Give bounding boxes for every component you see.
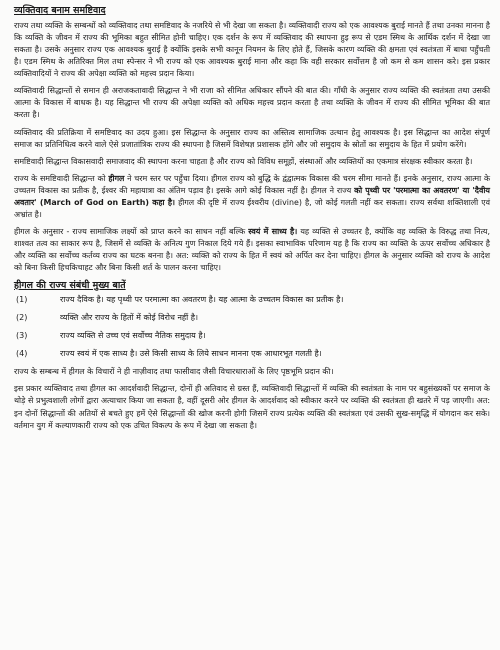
text-run: ने चरम स्तर पर पहुँचा दिया। हीगल राज्य को बुद्धि के द्वंद्वात्मक विकास की चरम सीमा मानते हैं। इनके अनुसार, राज्य आत्मा के उच्चतम विकास का प्रतीक है, ईश्वर की महायात्रा का अंतिम पड़ाव है। इसके आगे कोई विकास नहीं है। हीगल ने राज्य bbox=[14, 173, 490, 195]
list-item-text: राज्य स्वयं में एक साध्य है। उसे किसी साध्य के लिये साधन मानना एक आधारभूत गलती है। bbox=[60, 349, 322, 359]
section-title-individualism-vs-collectivism: व्यक्तिवाद बनाम समष्टिवाद bbox=[14, 5, 106, 16]
paragraph-individualism: राज्य तथा व्यक्ति के सम्बन्धों को व्यक्तिवाद तथा समष्टिवाद के नजरिये से भी देखा जा सकता है। व्यक्तिवादी राज्य को एक आवश्यक बुराई मानते हैं तथा उनका मानना है कि व्यक्ति के जीवन में राज्य की भूमिका बहुत सीमित होनी चाहिए। एक दर्शन के रूप में व्यक्तिवाद की स्थापना हुइ रूप से एडम स्मिथ के आर्थिक दर्शन में देखा जा सकता है। उसके अनुसार राज्य एक आवश्यक बुराई है क्योंकि इसके सभी कानून नियमन के लिए होते हैं, जिसके कारण व्यक्ति की क्षमता एवं स्वतंत्रता में बाधा पहुँचती है। एडम स्मिथ के अतिरिक्त मिल तथा स्पेन्सर ने भी राज्य को एक आवश्यक बुराई माना और कहा कि वही सरकार सर्वोत्तम है जो कम से कम शासन करे। इस प्रकार व्यक्तिवादियों ने राज्य की अपेक्षा व्यक्ति को महत्त्व प्रदान किया। bbox=[14, 20, 490, 79]
list-item bbox=[14, 294, 490, 306]
paragraph-hegel-state bbox=[14, 173, 490, 221]
list-item-number: (4) bbox=[16, 349, 28, 359]
bold-text-march-of-god: को पृथ्वी पर 'परमात्मा का अवतरण' या 'दैवीय अवतार' (March of God on Earth) कहा है। bbox=[14, 185, 490, 207]
paragraph-collectivism-goal: समष्टिवादी सिद्धान्त विकासवादी समाजवाद की स्थापना करना चाहता है और राज्य को विविध समूहों, संस्थाओं और व्यक्तियों का एकमात्र संरक्षक स्वीकार करता है। bbox=[14, 156, 473, 166]
bold-text-hegel: हीगल bbox=[108, 173, 125, 183]
list-item-number: (2) bbox=[16, 313, 28, 323]
section-title-hegel-main-points: हीगल की राज्य संबंधी मुख्य बातें bbox=[14, 279, 126, 291]
list-item bbox=[14, 312, 490, 324]
text-run: यह व्यक्ति से उच्चतर है, क्योंकि वह व्यक्ति के विरुद्ध तथा नित्य, शाश्वत तत्व का साकार रूप है, जिसमें से व्यक्ति के अनित्य गुण निकाल दिये गये हैं। इसका स्वाभाविक परिणाम यह है कि राज्य का व्यक्ति के ऊपर सर्वोच्च अधिकार है और व्यक्ति का सर्वोच्च कर्तव्य राज्य का घटक बनना है। अत: व्यक्ति को राज्य के हित में स्वयं को अर्पित कर देना चाहिए। हीगल के अनुसार व्यक्ति को राज्य के आदेश को बिना किसी हिचकिचाहट और बिना किसी शर्त के पालन करना चाहिए। bbox=[14, 227, 490, 273]
hegel-points-list bbox=[14, 294, 490, 360]
list-item-number: (1) bbox=[16, 295, 28, 305]
text-run: राज्य के समष्टिवादी सिद्धान्त को bbox=[14, 173, 109, 183]
paragraph-nazism-fascism: राज्य के सम्बन्ध में हीगल के विचारों ने ही नाज़ीवाद तथा फासीवाद जैसी विचारधाराओं के लिए पृष्ठभूमि प्रदान की। bbox=[14, 367, 334, 377]
list-item-number: (3) bbox=[16, 331, 28, 341]
paragraph-anarchism: व्यक्तिवादी सिद्धान्तों से समान ही अराजकतावादी सिद्धान्त ने भी राजा को सीमित अधिकार सौंपने की बात की। गाँधी के अनुसार राज्य व्यक्ति की स्वतंत्रता तथा उसकी आत्मा के विकास में बाधक है। यह सिद्धान्त भी राज्य की अपेक्षा व्यक्ति को अधिक महत्त्व प्रदान करता है तथा व्यक्ति के जीवन में राज्य की सीमित भूमिका की बात करता है। bbox=[14, 86, 490, 120]
list-item bbox=[14, 330, 490, 342]
paragraph-conclusion: इस प्रकार व्यक्तिवाद तथा हीगल का आदर्शवादी सिद्धान्त, दोनों ही अतिवाद से ग्रस्त हैं, व्यक्तिवादी सिद्धान्तों में व्यक्ति की स्वतंत्रता के नाम पर बहुसंख्यकों पर समाज के थोड़े से प्रभुत्वशाली लोगों द्वारा अत्याचार किया जा सकता है, वहीं दूसरी ओर हीगल के आदर्शवाद को स्वीकार करने पर व्यक्ति की स्वतंत्रता ही खतरे में पड़ जाएगी। अत: इन दोनों सिद्धान्तों की अतियों से बचते हुए हमें ऐसे सिद्धान्तों की खोज करनी होगी जिसमें राज्य प्रत्येक व्यक्ति की स्वतंत्रता एवं उसकी सुख-समृद्धि में योगदान कर सके। वर्तमान युग में कल्याणकारी राज्य को एक उचित विकल्प के रूप में देखा जा सकता है। bbox=[14, 384, 490, 430]
list-item-text: राज्य दैविक है। यह पृथ्वी पर परमात्मा का अवतरण है। यह आत्मा के उच्चतम विकास का प्रतीक है। bbox=[60, 295, 344, 305]
text-run: हीगल की दृष्टि में राज्य ईश्वरीय (divine) है, जो कोई गलती नहीं कर सकता। राज्य सर्वथा शक्तिशाली एवं अभ्रांत है। bbox=[14, 197, 490, 220]
bold-text-end-in-itself: स्वयं में साध्य है। bbox=[248, 227, 298, 237]
text-run: हीगल के अनुसार - राज्य सामाजिक लक्ष्यों को प्राप्त करने का साधन नहीं बल्कि bbox=[14, 227, 249, 237]
paragraph-collectivism-rise: व्यक्तिवाद की प्रतिक्रिया में समष्टिवाद का उदय हुआ। इस सिद्धान्त के अनुसार राज्य का अस्तित्व सामाजिक उत्थान हेतु आवश्यक है। इस सिद्धान्त का आदेश संपूर्ण समाज का प्रतिनिधित्व करने वाले ऐसे प्रजातांत्रिक राज्य की स्थापना है जिसमें विशेषज्ञ प्रशासक होंगे और जो समुदाय के स्रोतों का समुदाय के हित में प्रयोग करेंगे। bbox=[14, 127, 490, 149]
list-item-text: राज्य व्यक्ति से उच्च एवं सर्वोच्च नैतिक समुदाय है। bbox=[60, 331, 206, 341]
list-item-text: व्यक्ति और राज्य के हितों में कोई विरोध नहीं है। bbox=[60, 313, 199, 323]
paragraph-hegel-end-in-itself bbox=[14, 226, 490, 274]
list-item bbox=[14, 348, 490, 360]
